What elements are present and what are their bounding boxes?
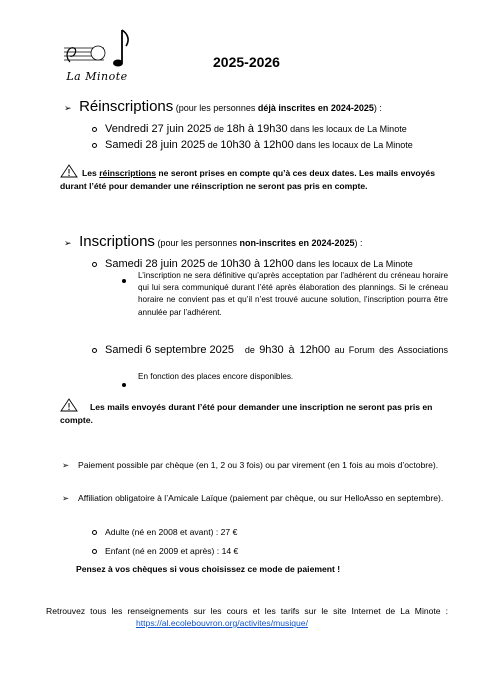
reinscriptions-heading: ➢ Réinscriptions (pour les personnes déjà inscrites en 2024-2025) : (64, 98, 382, 115)
inscription-date-2: Samedi 6 septembre 2025 (92, 341, 448, 359)
arrow-bullet-icon: ➢ (62, 460, 70, 470)
inscription-date-2-line: de 9h30 à 12h00 au Forum des Associations (240, 344, 449, 356)
logo-text: La Minote (66, 70, 128, 83)
arrow-bullet-icon: ➢ (62, 493, 70, 503)
circle-bullet-icon (92, 262, 97, 267)
payment-reminder: Pensez à vos chèques si vous choisissez ce mode de paiement ! (76, 564, 341, 574)
reinscription-date-1: Vendredi 27 juin 2025 de 18h à 19h30 dans les locaux de La Minote (92, 120, 407, 138)
website-link[interactable]: https://al.ecolebouvron.org/activites/musique/ (136, 618, 308, 628)
inscriptions-heading: ➢ Inscriptions (pour les personnes non-inscrites en 2024-2025) : (64, 233, 363, 250)
price-child: Enfant (né en 2009 et après) : 14 € (92, 545, 238, 558)
inscriptions-title: Inscriptions (79, 233, 155, 250)
circle-bullet-icon (92, 127, 97, 132)
inscription-date-2-note: En fonction des places encore disponibles. (138, 372, 294, 381)
reinscription-date-2: Samedi 28 juin 2025 de 10h30 à 12h00 dans les locaux de La Minote (92, 136, 413, 154)
circle-bullet-icon (92, 143, 97, 148)
circle-bullet-icon (92, 530, 97, 535)
dot-bullet-icon (122, 376, 126, 394)
arrow-bullet-icon: ➢ (64, 238, 72, 248)
warning-icon (60, 398, 78, 412)
arrow-bullet-icon: ➢ (64, 103, 72, 113)
circle-bullet-icon (92, 348, 97, 353)
page-title: 2025-2026 (213, 54, 280, 70)
reinscription-warning: Les réinscriptions ne seront prises en compte qu’à ces deux dates. Les mails envoyés durant l’été pour demander une réinscription ne seront pas pris en compte. (60, 164, 448, 192)
inscription-date-1: Samedi 28 juin 2025 de 10h30 à 12h00 dans les locaux de La Minote (92, 255, 413, 273)
price-adult: Adulte (né en 2008 et avant) : 27 € (92, 526, 237, 539)
inscription-warning: Les mails envoyés durant l’été pour demander une inscription ne seront pas pris en compte. (60, 398, 448, 426)
reinscriptions-title: Réinscriptions (79, 98, 174, 115)
warning-icon (60, 164, 78, 178)
inscription-date-1-note: L’inscription ne sera définitive qu’après acceptation par l’adhérent du créneau horaire qui lui sera communiqué durant l’été après élaboration des plannings. Si le créneau horaire ne convient pas et qu’il n’est trouvé aucune solution, l’inscription pourra être annulée par l’adhérent. (138, 271, 448, 317)
circle-bullet-icon (92, 549, 97, 554)
payment-item-1: Paiement possible par chèque (en 1, 2 ou 3 fois) ou par virement (en 1 fois au mois d’octobre). (78, 460, 439, 470)
dot-bullet-icon (122, 272, 126, 290)
payment-item-2: Affiliation obligatoire à l’Amicale Laïque (paiement par chèque, ou sur HelloAsso en septembre). (78, 493, 444, 503)
footer-text: Retrouvez tous les renseignements sur les cours et les tarifs sur le site Internet de La Minote : (46, 606, 448, 616)
